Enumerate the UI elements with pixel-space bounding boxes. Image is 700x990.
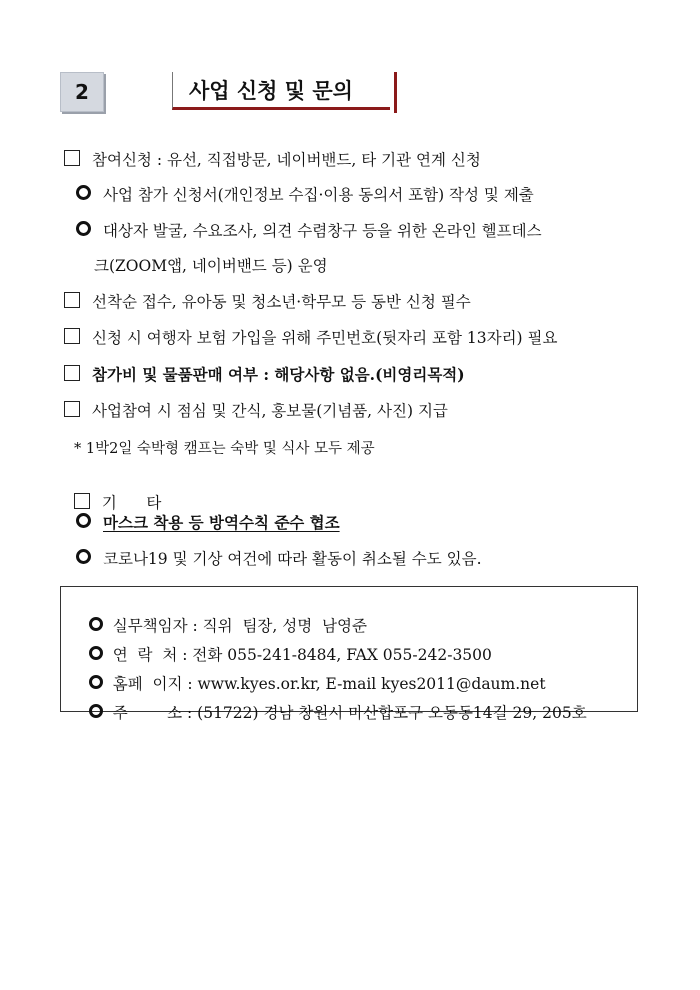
item-apply-sub2-text-1: 대상자 발굴, 수요조사, 의견 수렴창구 등을 위한 온라인 헬프데스 [103, 222, 542, 240]
item-fee [64, 363, 465, 385]
item-etc [64, 473, 161, 513]
camp-note-text: * 1박2일 숙박형 캠프는 숙박 및 식사 모두 제공 [74, 441, 375, 457]
item-etc-text: 기 타 [101, 494, 162, 512]
contact-manager-text: 실무책임자 : 직위 팀장, 성명 남영준 [112, 617, 367, 635]
item-apply [64, 148, 481, 170]
bullet-circle-icon [76, 185, 91, 200]
checkbox-square-icon [64, 150, 80, 166]
item-insurance [64, 326, 557, 348]
item-provision [64, 399, 448, 421]
item-first-come [64, 290, 471, 312]
checkbox-square-icon [64, 401, 80, 417]
contact-homepage-text: 홈페 이지 : www.kyes.or.kr, E-mail kyes2011@daum.net [112, 675, 546, 693]
item-apply-sub2 [76, 219, 542, 241]
bullet-circle-icon [89, 704, 103, 718]
item-provision-text: 사업참여 시 점심 및 간식, 홍보물(기념품, 사진) 지급 [92, 402, 448, 420]
bullet-circle-icon [76, 513, 91, 528]
checkbox-square-icon [74, 493, 90, 509]
item-insurance-text: 신청 시 여행자 보험 가입을 위해 주민번호(뒷자리 포함 13자리) 필요 [92, 329, 558, 347]
item-etc-sub1-text: 마스크 착용 등 방역수칙 준수 협조 [103, 513, 340, 532]
camp-note [74, 437, 375, 458]
item-apply-text: 참여신청 : 유선, 직접방문, 네이버밴드, 타 기관 연계 신청 [92, 151, 481, 169]
item-etc-sub2-text: 코로나19 및 기상 여건에 따라 활동이 취소될 수도 있음. [103, 550, 482, 568]
item-apply-sub2-text-2: 크(ZOOM앱, 네이버밴드 등) 운영 [94, 257, 328, 275]
item-etc-sub2 [76, 547, 482, 569]
bullet-circle-icon [76, 549, 91, 564]
section-title: 사업 신청 및 문의 [172, 72, 390, 110]
title-accent-bar [394, 72, 397, 113]
item-etc-sub1 [76, 511, 340, 533]
item-fee-text: 참가비 및 물품판매 여부 : 해당사항 없음.(비영리목적) [92, 365, 465, 384]
item-first-come-text: 선착순 접수, 유아동 및 청소년·학무모 등 동반 신청 필수 [92, 293, 471, 311]
contact-phone-text: 연 락 처 : 전화 055-241-8484, FAX 055-242-3500 [112, 646, 492, 664]
item-apply-sub1-text: 사업 참가 신청서(개인정보 수집·이용 동의서 포함) 작성 및 제출 [103, 186, 534, 204]
contact-address [69, 683, 587, 741]
checkbox-square-icon [64, 328, 80, 344]
bullet-circle-icon [76, 221, 91, 236]
contact-box [60, 586, 638, 722]
checkbox-square-icon [64, 365, 80, 381]
checkbox-square-icon [64, 292, 80, 308]
item-apply-sub2-cont [94, 254, 328, 276]
section-header [60, 72, 353, 114]
item-apply-sub1 [76, 183, 534, 205]
section-number: 2 [60, 72, 104, 112]
contact-address-text: 주 소 : (51722) 경남 창원시 마산합포구 오동동14길 29, 205호 [112, 704, 587, 722]
